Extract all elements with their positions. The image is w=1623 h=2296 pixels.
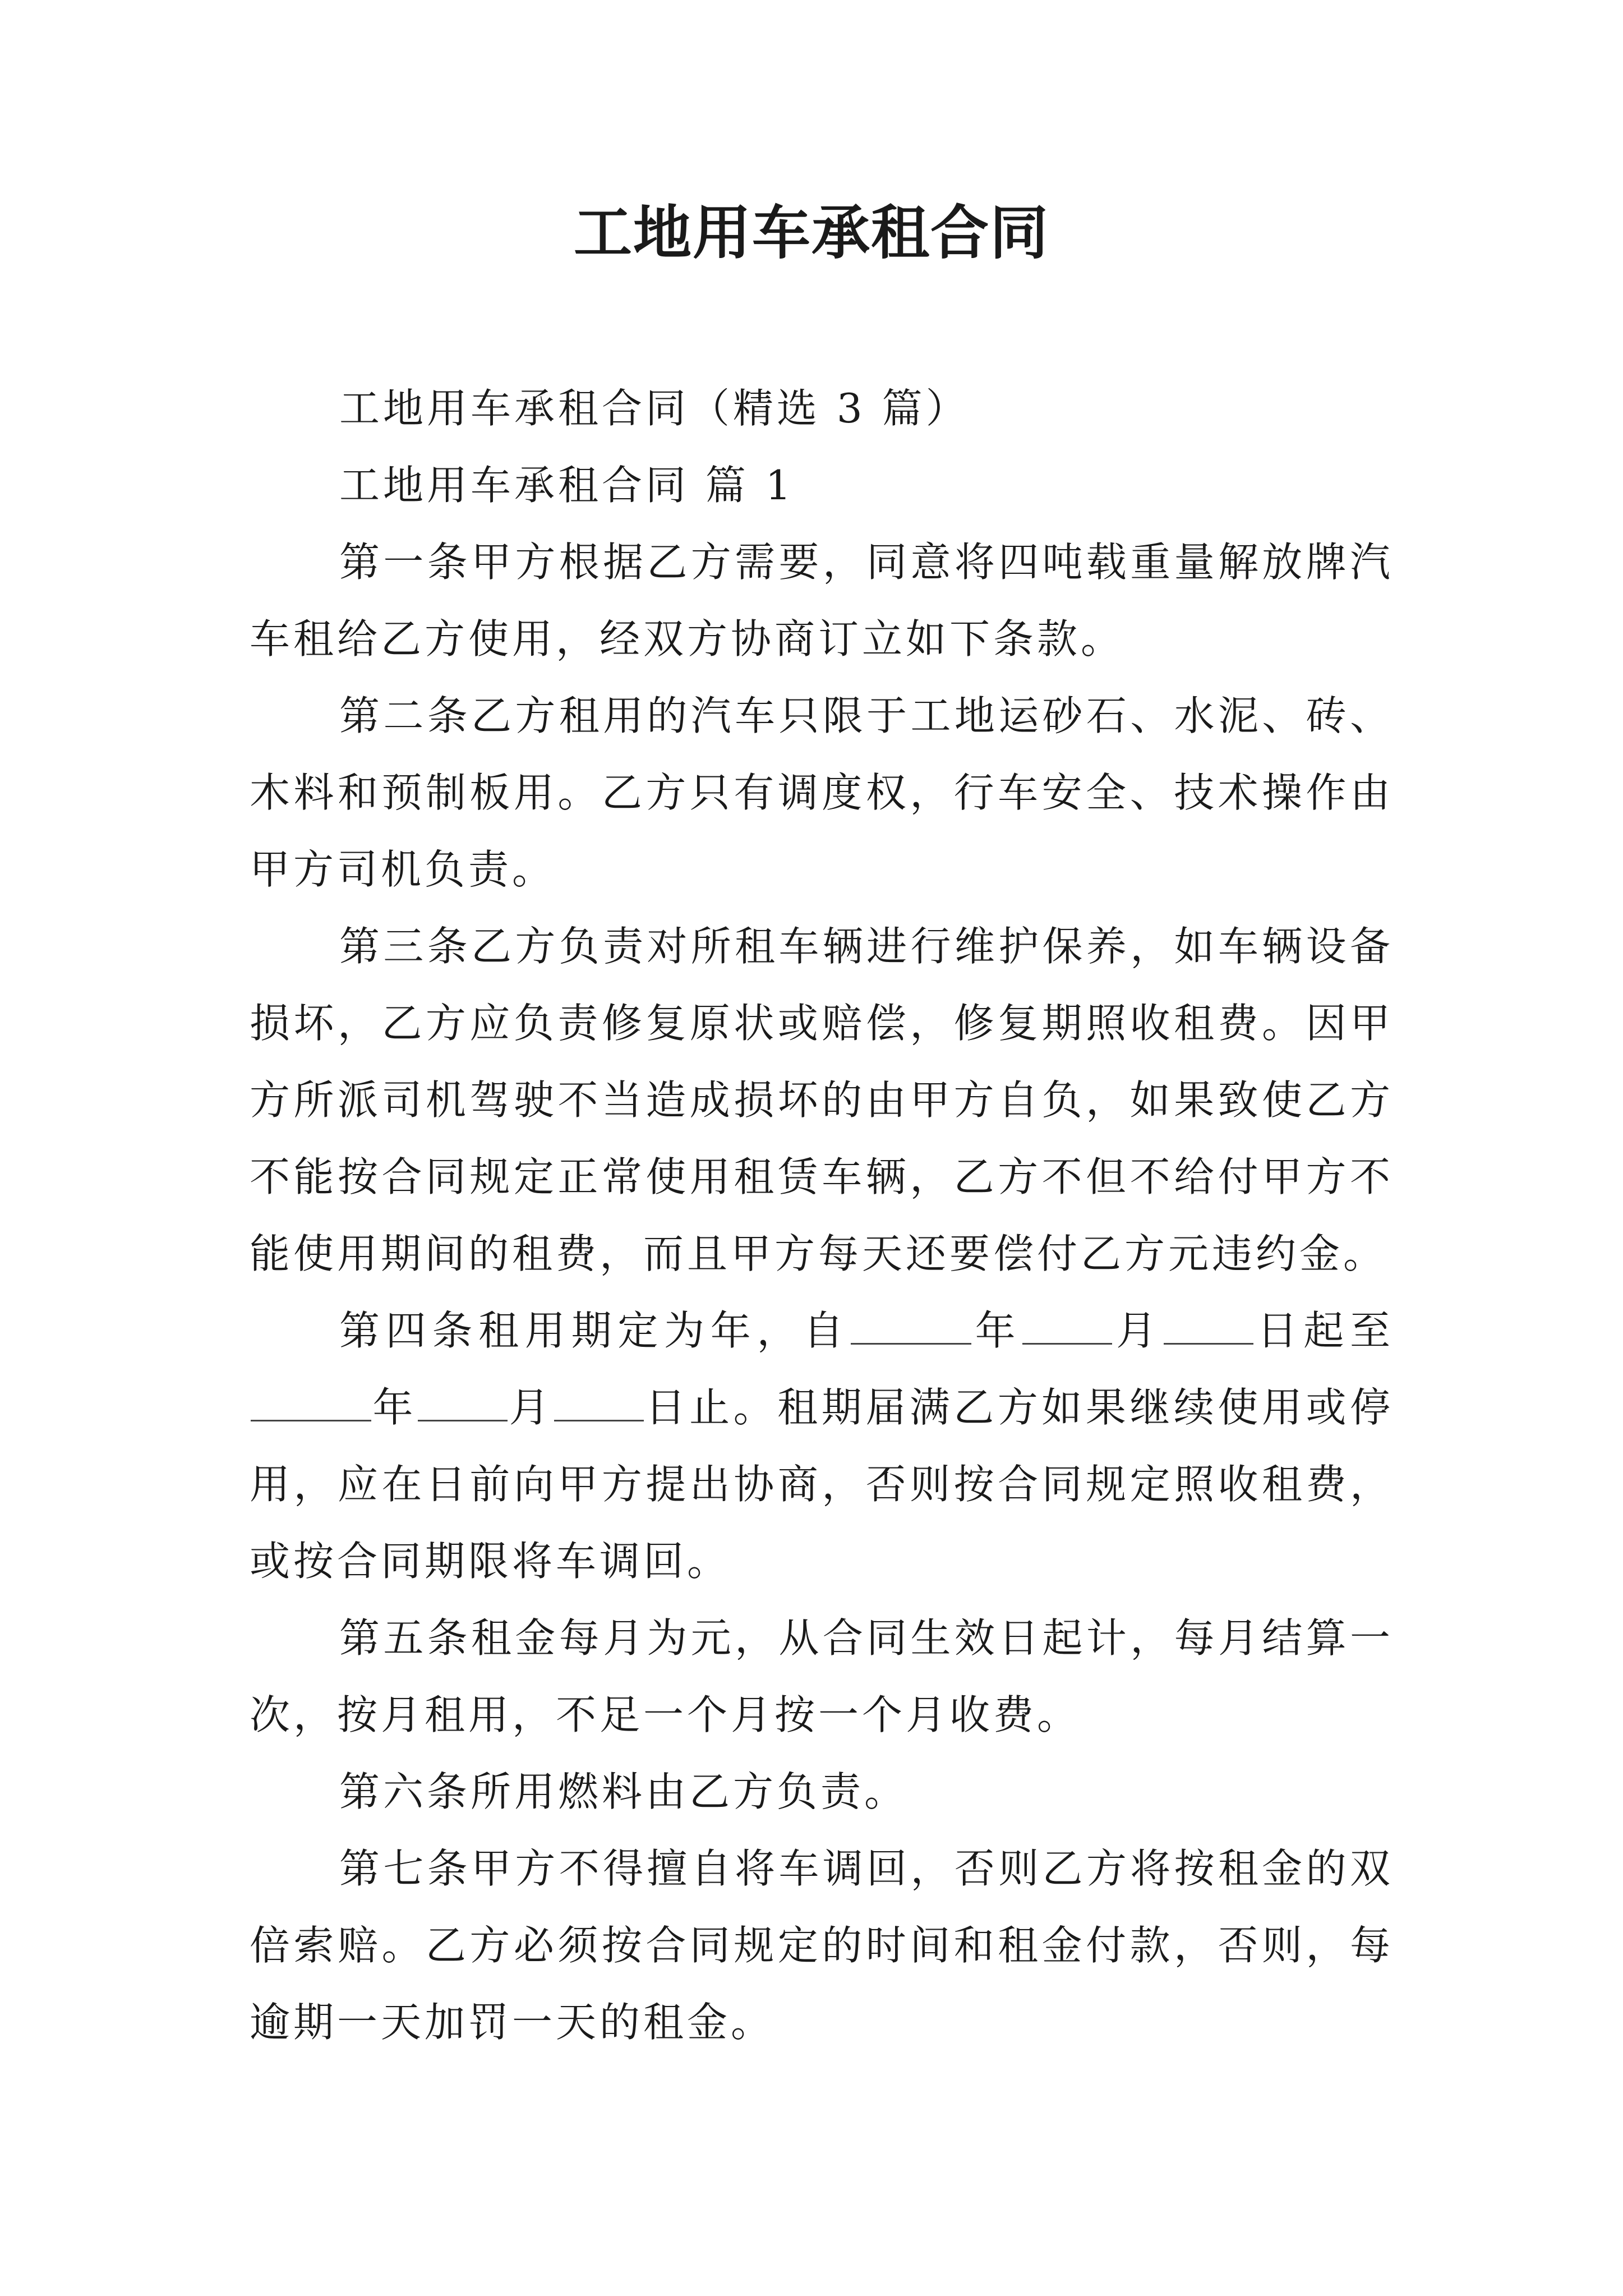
blank-end-day [554, 1385, 644, 1421]
document-body [250, 370, 1394, 2061]
blank-start-month [1022, 1308, 1112, 1345]
article-5: 第五条租金每月为元，从合同生效日起计，每月结算一次，按月租用，不足一个月按一个月收费。 [250, 1614, 1394, 1738]
article-4 [250, 1292, 1394, 1600]
document-subtitle: 工地用车承租合同（精选 3 篇） [339, 385, 970, 432]
article-4-label-month: 月 [1113, 1307, 1163, 1354]
document-title: 工地用车承租合同 [573, 198, 1049, 267]
article-4-label-end-year: 年 [372, 1384, 417, 1431]
blank-end-year [251, 1385, 371, 1421]
article-4-label-end-month: 月 [509, 1384, 554, 1431]
article-6: 第六条所用燃料由乙方负责。 [339, 1768, 909, 1815]
article-3: 第三条乙方负责对所租车辆进行维护保养，如车辆设备损坏，乙方应负责修复原状或赔偿，修复期照收租费。因甲方所派司机驾驶不当造成损坏的由甲方自负，如果致使乙方不能按合同规定正常使用租赁车辆，乙方不但不给付甲方不能使用期间的租费，而且甲方每天还要偿付乙方元违约金。 [250, 923, 1394, 1277]
blank-start-day [1164, 1308, 1253, 1345]
blank-end-month [418, 1385, 508, 1421]
article-4-text-start: 第四条租用期定为年，自 [339, 1307, 850, 1354]
blank-start-year [851, 1308, 971, 1345]
article-4-text-end: 日止。租期届满乙方如果继续使用或停用，应在日前向甲方提出协商，否则按合同规定照收租费，或按合同期限将车调回。 [250, 1384, 1394, 1585]
article-4-label-start-day: 日起至 [1254, 1307, 1394, 1354]
article-4-label-year: 年 [972, 1307, 1022, 1354]
article-7: 第七条甲方不得擅自将车调回，否则乙方将按租金的双倍索赔。乙方必须按合同规定的时间和租金付款，否则，每逾期一天加罚一天的租金。 [250, 1845, 1394, 2046]
article-1: 第一条甲方根据乙方需要，同意将四吨载重量解放牌汽车租给乙方使用，经双方协商订立如下条款。 [250, 539, 1394, 662]
article-2: 第二条乙方租用的汽车只限于工地运砂石、水泥、砖、木料和预制板用。乙方只有调度权，行车安全、技术操作由甲方司机负责。 [250, 692, 1394, 893]
section-heading: 工地用车承租合同 篇 1 [339, 462, 795, 509]
